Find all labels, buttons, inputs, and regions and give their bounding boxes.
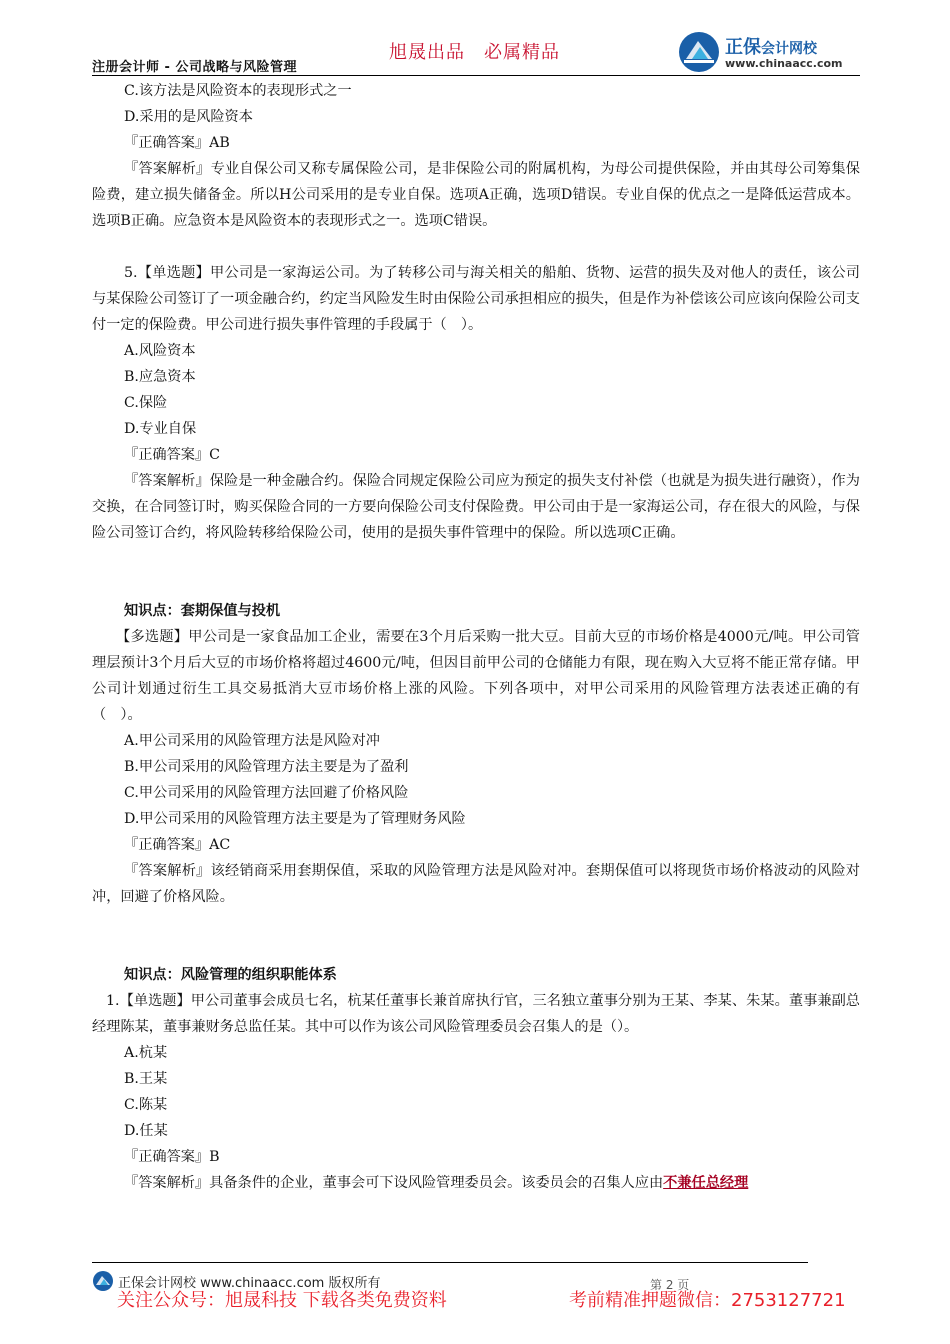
m-stem-text: 【多选题】甲公司是一家食品加工企业，需要在3个月后采购一批大豆。目前大豆的市场价格是4000元/吨。甲公司管理层预计3个月后大豆的市场价格将超过4600元/吨，但因目前甲公司的仓储能力有限，现在购入大豆将不能正常存储。甲公司计划通过衍生工具交易抵消大豆市场价格上涨的风险。下列各项中，对甲公司采用的风险管理方法表述正确的有（ ）。 [92,629,860,723]
header-slogan: 旭晟出品 必属精品 [389,42,560,63]
option-line: C.甲公司采用的风险管理方法回避了价格风险 [124,785,409,801]
answer-line: 『正确答案』B [124,1149,220,1165]
spacer [92,572,860,598]
option-line: A.杭某 [124,1045,168,1061]
option-line: D.专业自保 [124,421,197,437]
answer-line: 『正确答案』AC [124,837,231,853]
option-line: B.王某 [124,1071,168,1087]
q1-analysis-text: 『答案解析』具备条件的企业，董事会可下设风险管理委员会。该委员会的召集人应由 [124,1175,664,1191]
option-line: D.采用的是风险资本 [124,109,253,125]
m-analysis-text: 『答案解析』该经销商采用套期保值，采取的风险管理方法是风险对冲。套期保值可以将现货市场价格波动的风险对冲，回避了价格风险。 [92,863,860,905]
option-line: A.甲公司采用的风险管理方法是风险对冲 [124,733,380,749]
watermark-left: 关注公众号：旭晟科技 下载各类免费资料 [117,1290,447,1311]
option-line: B.应急资本 [124,369,196,385]
q1-stem-text: 1.【单选题】甲公司董事会成员七名，杭某任董事长兼首席执行官，三名独立董事分别为王某、李某、朱某。董事兼副总经理陈某，董事兼财务总监任某。其中可以作为该公司风险管理委员会召集人的是（）。 [92,993,860,1035]
option-line: C.陈某 [124,1097,168,1113]
logo-brand-sub: 会计网校 [761,41,817,57]
question-stem [92,988,860,1040]
chinaacc-logo-icon [678,31,720,73]
analysis-text: 『答案解析』专业自保公司又称专属保险公司，是非保险公司的附属机构，为母公司提供保险，并由其母公司筹集保险费，建立损失储备金。所以H公司采用的是专业自保。选项A正确，选项D错误。专业自保的优点之一是降低运营成本。选项B正确。应急资本是风险资本的表现形式之一。选项C错误。 [92,161,860,229]
q5-analysis-text: 『答案解析』保险是一种金融合约。保险合同规定保险公司应为预定的损失支付补偿（也就是为损失进行融资），作为交换，在合同签订时，购买保险合同的一方要向保险公司支付保险费。甲公司由于是一家海运公司，存在很大的风险，与保险公司签订合约，将风险转移给保险公司，使用的是损失事件管理中的保险。所以选项C正确。 [92,473,860,541]
watermark-right: 考前精准押题微信：2753127721 [569,1290,846,1311]
answer-line: 『正确答案』C [124,447,220,463]
answer-line: 『正确答案』AB [124,135,230,151]
footer-copyright: 正保会计网校 www.chinaacc.com 版权所有 [118,1276,381,1291]
spacer [92,234,860,260]
brand-logo [678,31,868,75]
option-line: D.任某 [124,1123,168,1139]
q5-stem-text: 5.【单选题】甲公司是一家海运公司。为了转移公司与海关相关的船舶、货物、运营的损失及对他人的责任，该公司与某保险公司签订了一项金融合约，约定当风险发生时由保险公司承担相应的损失，但是作为补偿该公司应该向保险公司支付一定的保险费。甲公司进行损失事件管理的手段属于（ ）。 [92,265,860,333]
knowledge-point-heading: 知识点：风险管理的组织职能体系 [124,967,337,983]
course-title: 注册会计师 - 公司战略与风险管理 [92,60,297,75]
analysis-paragraph [92,858,860,910]
logo-brand-name [725,33,817,59]
knowledge-point-heading: 知识点：套期保值与投机 [124,603,281,619]
option-line: D.甲公司采用的风险管理方法主要是为了管理财务风险 [124,811,466,827]
logo-brand-main: 正保 [725,37,761,58]
analysis-paragraph [92,468,860,546]
document-body [92,78,860,1196]
analysis-paragraph [92,156,860,234]
option-line: C.保险 [124,395,168,411]
analysis-paragraph [92,1170,860,1196]
header-divider [92,75,860,76]
question-stem [92,624,860,728]
spacer [92,936,860,962]
option-line: A.风险资本 [124,343,196,359]
question-stem [92,260,860,338]
highlighted-phrase: 不兼任总经理 [663,1175,749,1191]
logo-url: www.chinaacc.com [725,57,843,70]
option-line: C.该方法是风险资本的表现形式之一 [124,83,352,99]
spacer [92,910,860,936]
option-line: B.甲公司采用的风险管理方法主要是为了盈利 [124,759,409,775]
footer-divider [92,1262,808,1263]
page-number: 第 2 页 [650,1278,690,1292]
footer-logo-icon [92,1270,114,1292]
spacer [92,546,860,572]
